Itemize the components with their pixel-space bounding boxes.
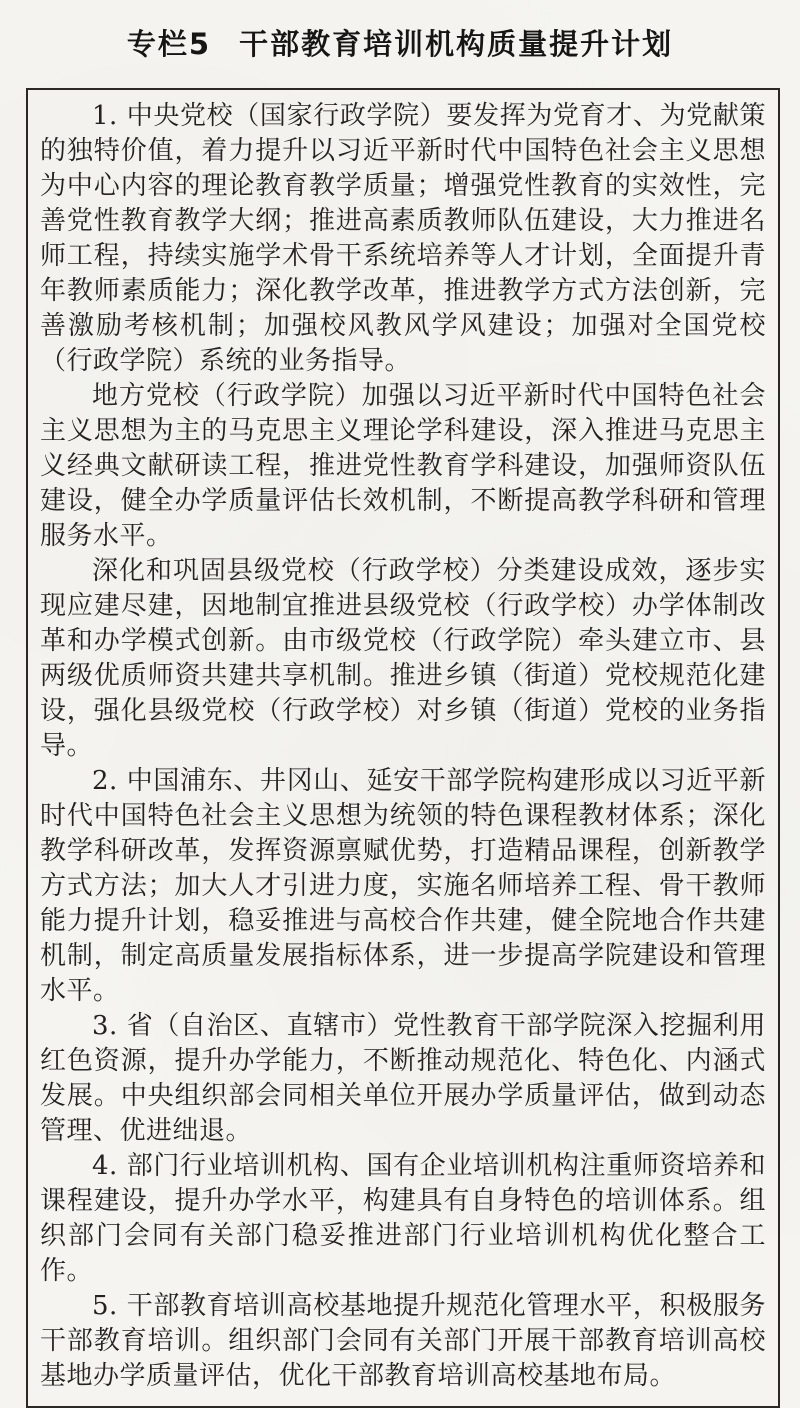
content-box (26, 88, 780, 1408)
paragraph: 3. 省（自治区、直辖市）党性教育干部学院深入挖掘利用红色资源，提升办学能力，不断推动规范化、特色化、内涵式发展。中央组织部会同相关单位开展办学质量评估，做到动态管理、优进绌退。 (40, 1011, 766, 1146)
box-heading-text: 干部教育培训机构质量提升计划 (239, 27, 674, 61)
box-heading-label: 专栏5 (126, 27, 212, 61)
paragraph: 1. 中央党校（国家行政学院）要发挥为党育才、为党献策的独特价值，着力提升以习近平新时代中国特色社会主义思想为中心内容的理论教育教学质量；增强党性教育的实效性，完善党性教育教学大纲；推进高素质教师队伍建设，大力推进名师工程，持续实施学术骨干系统培养等人才计划，全面提升青年教师素质能力；深化教学改革，推进教学方式方法创新，完善激励考核机制；加强校风教风学风建设；加强对全国党校（行政学院）系统的业务指导。 (40, 101, 766, 376)
paragraph: 深化和巩固县级党校（行政学校）分类建设成效，逐步实现应建尽建，因地制宜推进县级党校（行政学校）办学体制改革和办学模式创新。由市级党校（行政学院）牵头建立市、县两级优质师资共建共享机制。推进乡镇（街道）党校规范化建设，强化县级党校（行政学校）对乡镇（街道）党校的业务指导。 (40, 556, 766, 761)
box-heading (0, 24, 800, 64)
paragraph: 4. 部门行业培训机构、国有企业培训机构注重师资培养和课程建设，提升办学水平，构建具有自身特色的培训体系。组织部门会同有关部门稳妥推进部门行业培训机构优化整合工作。 (40, 1151, 766, 1286)
paragraph: 2. 中国浦东、井冈山、延安干部学院构建形成以习近平新时代中国特色社会主义思想为统领的特色课程教材体系；深化教学科研改革，发挥资源禀赋优势，打造精品课程，创新教学方式方法；加大人才引进力度，实施名师培养工程、骨干教师能力提升计划，稳妥推进与高校合作共建，健全院地合作共建机制，制定高质量发展指标体系，进一步提高学院建设和管理水平。 (40, 766, 766, 1006)
paragraph: 地方党校（行政学院）加强以习近平新时代中国特色社会主义思想为主的马克思主义理论学科建设，深入推进马克思主义经典文献研读工程，推进党性教育学科建设，加强师资队伍建设，健全办学质量评估长效机制，不断提高教学科研和管理服务水平。 (40, 381, 766, 551)
paragraph: 5. 干部教育培训高校基地提升规范化管理水平，积极服务干部教育培训。组织部门会同有关部门开展干部教育培训高校基地办学质量评估，优化干部教育培训高校基地布局。 (40, 1291, 766, 1391)
